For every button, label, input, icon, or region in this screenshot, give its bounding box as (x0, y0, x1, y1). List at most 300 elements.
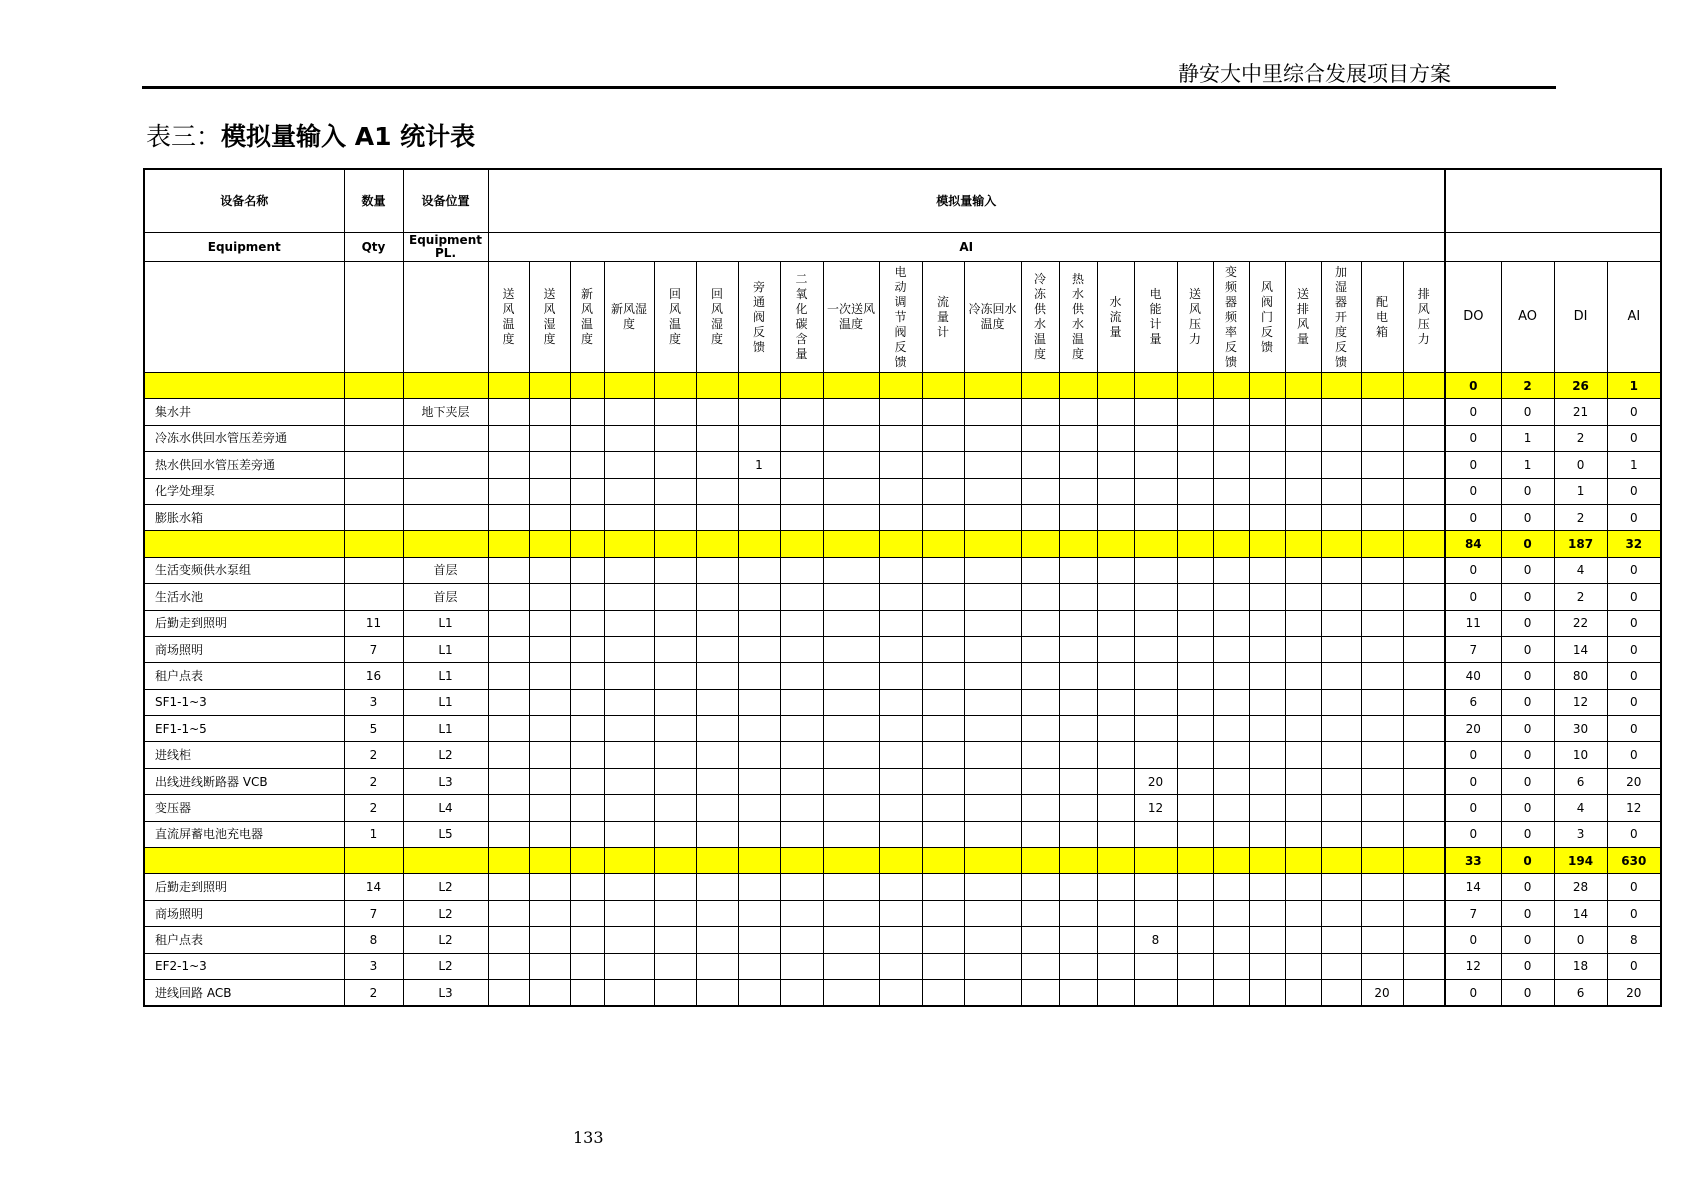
total-ao-cell: 0 (1501, 742, 1554, 768)
point-cell (1361, 795, 1403, 821)
point-cell (1213, 821, 1249, 847)
point-cell (922, 874, 964, 900)
point-cell (738, 874, 780, 900)
point-cell (1213, 689, 1249, 715)
point-cell (696, 821, 738, 847)
total-do-cell: 0 (1445, 927, 1501, 953)
table-row (144, 557, 1661, 583)
point-cell (1285, 795, 1321, 821)
point-cell (1213, 425, 1249, 451)
point-cell (1213, 927, 1249, 953)
point-cell (738, 636, 780, 662)
point-cell (1403, 584, 1445, 610)
point-cell (1213, 953, 1249, 979)
point-cell (1134, 531, 1177, 557)
point-cell (1403, 557, 1445, 583)
point-cell (1321, 927, 1361, 953)
point-cell (1403, 504, 1445, 530)
point-cell (823, 663, 879, 689)
total-do-cell: 0 (1445, 821, 1501, 847)
point-cell (1059, 504, 1097, 530)
point-cell (823, 373, 879, 399)
qty-cell: 7 (344, 636, 403, 662)
point-cell (823, 636, 879, 662)
point-cell (738, 425, 780, 451)
point-cell (1021, 663, 1059, 689)
point-cell (1021, 900, 1059, 926)
point-cell (654, 557, 696, 583)
point-cell (823, 742, 879, 768)
point-cell (529, 927, 570, 953)
total-do-cell: 33 (1445, 848, 1501, 874)
point-cell (1321, 531, 1361, 557)
header-point-column (529, 262, 570, 373)
summary-row (144, 848, 1661, 874)
point-cell (696, 663, 738, 689)
point-cell (879, 689, 922, 715)
point-cell (570, 742, 604, 768)
point-cell (1249, 768, 1285, 794)
point-cell (922, 663, 964, 689)
total-ao-cell: 0 (1501, 478, 1554, 504)
point-cell (922, 452, 964, 478)
header-point-label: 新风温度 (580, 287, 593, 346)
point-cell (922, 636, 964, 662)
qty-cell (344, 557, 403, 583)
point-cell (1321, 979, 1361, 1006)
point-cell (1021, 874, 1059, 900)
point-cell (1021, 610, 1059, 636)
total-ao-cell: 0 (1501, 636, 1554, 662)
total-ao-cell: 0 (1501, 768, 1554, 794)
point-cell (1213, 531, 1249, 557)
point-cell (1021, 742, 1059, 768)
point-cell (570, 689, 604, 715)
header-point-column (1285, 262, 1321, 373)
point-cell (780, 716, 823, 742)
summary-row (144, 531, 1661, 557)
point-cell (1285, 504, 1321, 530)
point-cell (1361, 768, 1403, 794)
point-cell (1321, 900, 1361, 926)
point-cell (1021, 636, 1059, 662)
point-cell (1134, 742, 1177, 768)
qty-cell: 2 (344, 979, 403, 1006)
point-cell (1321, 768, 1361, 794)
header-title: 静安大中里综合发展项目方案 (1178, 62, 1451, 86)
point-cell (696, 610, 738, 636)
header-point-column (922, 262, 964, 373)
total-ao-cell: 0 (1501, 927, 1554, 953)
point-cell (529, 636, 570, 662)
point-cell (964, 874, 1021, 900)
point-cell (879, 478, 922, 504)
point-cell (1097, 478, 1134, 504)
point-cell (1059, 874, 1097, 900)
point-cell (780, 742, 823, 768)
point-cell (1361, 425, 1403, 451)
point-cell (780, 848, 823, 874)
location-cell (403, 531, 488, 557)
point-cell (964, 768, 1021, 794)
point-cell (1213, 874, 1249, 900)
point-cell (1249, 927, 1285, 953)
header-point-label: 排风压力 (1417, 287, 1430, 346)
point-cell (696, 425, 738, 451)
point-cell (1403, 953, 1445, 979)
point-cell (696, 979, 738, 1006)
point-cell (1097, 399, 1134, 425)
point-cell (1097, 821, 1134, 847)
point-cell (823, 821, 879, 847)
point-cell (488, 663, 529, 689)
point-cell (1097, 927, 1134, 953)
point-cell (1059, 795, 1097, 821)
header-qty: 数量 (344, 169, 403, 233)
point-cell (1285, 531, 1321, 557)
point-cell (488, 478, 529, 504)
point-cell (604, 716, 654, 742)
qty-cell: 2 (344, 768, 403, 794)
point-cell (964, 821, 1021, 847)
point-cell (964, 504, 1021, 530)
total-do-cell: 7 (1445, 636, 1501, 662)
header-totals-blank-en (1445, 233, 1661, 262)
total-do-cell: 7 (1445, 900, 1501, 926)
point-cell (1213, 504, 1249, 530)
point-cell (879, 768, 922, 794)
total-ai-cell: 1 (1607, 452, 1661, 478)
point-cell (604, 557, 654, 583)
header-location-en: Equipment PL. (403, 233, 488, 262)
point-cell (780, 531, 823, 557)
point-cell (1361, 531, 1403, 557)
point-cell (604, 848, 654, 874)
equipment-name-cell: 冷冻水供回水管压差旁通 (144, 425, 344, 451)
point-cell (823, 953, 879, 979)
point-cell (654, 953, 696, 979)
point-cell (823, 584, 879, 610)
point-cell (823, 610, 879, 636)
point-cell (922, 557, 964, 583)
total-do-cell: 0 (1445, 399, 1501, 425)
header-point-column (738, 262, 780, 373)
point-cell (780, 636, 823, 662)
header-point-column (696, 262, 738, 373)
table-row (144, 900, 1661, 926)
point-cell (1361, 584, 1403, 610)
point-cell (922, 689, 964, 715)
point-cell (604, 399, 654, 425)
point-cell (922, 531, 964, 557)
header-total-di: DI (1554, 262, 1607, 373)
point-cell (1097, 425, 1134, 451)
point-cell (1321, 636, 1361, 662)
table-row (144, 768, 1661, 794)
point-cell (780, 584, 823, 610)
location-cell: L1 (403, 610, 488, 636)
point-cell (488, 848, 529, 874)
header-point-label: 冷冻供水温度 (1033, 272, 1046, 361)
point-cell (1059, 927, 1097, 953)
point-cell (1403, 373, 1445, 399)
qty-cell: 2 (344, 795, 403, 821)
point-cell (1134, 979, 1177, 1006)
total-do-cell: 84 (1445, 531, 1501, 557)
header-point-label: 新风湿度 (610, 302, 647, 331)
point-cell (780, 953, 823, 979)
point-cell (1059, 716, 1097, 742)
location-cell: L2 (403, 927, 488, 953)
point-cell (1403, 478, 1445, 504)
point-cell (1134, 425, 1177, 451)
total-di-cell: 18 (1554, 953, 1607, 979)
equipment-name-cell: 膨胀水箱 (144, 504, 344, 530)
header-point-column (488, 262, 529, 373)
point-cell (738, 584, 780, 610)
point-cell (964, 478, 1021, 504)
table-row (144, 927, 1661, 953)
point-cell (488, 504, 529, 530)
total-do-cell: 0 (1445, 979, 1501, 1006)
point-cell (1361, 504, 1403, 530)
point-cell (1177, 531, 1213, 557)
point-cell (1403, 927, 1445, 953)
point-cell (1403, 848, 1445, 874)
header-point-label: 回风湿度 (710, 287, 723, 346)
point-cell (879, 953, 922, 979)
point-cell (696, 373, 738, 399)
point-cell (738, 373, 780, 399)
total-ai-cell: 12 (1607, 795, 1661, 821)
header-qty-en: Qty (344, 233, 403, 262)
point-cell (1021, 557, 1059, 583)
point-cell (1213, 663, 1249, 689)
point-cell (1321, 425, 1361, 451)
header-total-ai: AI (1607, 262, 1661, 373)
point-cell (488, 636, 529, 662)
total-ai-cell: 0 (1607, 900, 1661, 926)
point-cell (696, 874, 738, 900)
point-cell (1097, 584, 1134, 610)
total-ai-cell: 0 (1607, 716, 1661, 742)
point-cell (1097, 900, 1134, 926)
point-cell (1213, 584, 1249, 610)
total-di-cell: 14 (1554, 636, 1607, 662)
point-cell (570, 478, 604, 504)
point-cell (529, 979, 570, 1006)
point-cell (922, 742, 964, 768)
table-title (146, 117, 475, 153)
point-cell (879, 900, 922, 926)
qty-cell: 11 (344, 610, 403, 636)
total-ao-cell: 1 (1501, 452, 1554, 478)
point-cell (654, 874, 696, 900)
point-cell (1403, 821, 1445, 847)
point-cell (738, 848, 780, 874)
point-cell (922, 900, 964, 926)
point-cell (879, 373, 922, 399)
qty-cell: 2 (344, 742, 403, 768)
point-cell (964, 610, 1021, 636)
point-cell (964, 636, 1021, 662)
point-cell (1321, 821, 1361, 847)
equipment-name-cell (144, 531, 344, 557)
point-cell (570, 504, 604, 530)
point-cell (570, 452, 604, 478)
point-cell (780, 478, 823, 504)
header-point-column (1403, 262, 1445, 373)
qty-cell: 14 (344, 874, 403, 900)
total-di-cell: 194 (1554, 848, 1607, 874)
point-cell (570, 399, 604, 425)
point-cell (1059, 584, 1097, 610)
point-cell (604, 636, 654, 662)
total-ai-cell: 1 (1607, 373, 1661, 399)
header-point-column (1177, 262, 1213, 373)
total-ao-cell: 0 (1501, 848, 1554, 874)
point-cell (1134, 478, 1177, 504)
point-cell (1361, 716, 1403, 742)
point-cell (964, 848, 1021, 874)
equipment-name-cell: 生活变频供水泵组 (144, 557, 344, 583)
point-cell (922, 953, 964, 979)
point-cell (1285, 742, 1321, 768)
total-ao-cell: 1 (1501, 425, 1554, 451)
point-cell (1177, 399, 1213, 425)
equipment-name-cell: 租户点表 (144, 927, 344, 953)
qty-cell (344, 478, 403, 504)
point-cell (823, 399, 879, 425)
point-cell (964, 927, 1021, 953)
point-cell (570, 953, 604, 979)
qty-cell: 7 (344, 900, 403, 926)
total-di-cell: 1 (1554, 478, 1607, 504)
point-cell (1021, 795, 1059, 821)
point-cell (488, 399, 529, 425)
point-cell (1249, 557, 1285, 583)
point-cell (1134, 373, 1177, 399)
point-cell (570, 795, 604, 821)
point-cell (696, 504, 738, 530)
total-do-cell: 0 (1445, 425, 1501, 451)
point-cell (488, 742, 529, 768)
header-point-column (1021, 262, 1059, 373)
total-di-cell: 2 (1554, 504, 1607, 530)
point-cell (1403, 610, 1445, 636)
point-cell (1403, 795, 1445, 821)
point-cell (654, 584, 696, 610)
total-ao-cell: 0 (1501, 689, 1554, 715)
point-cell (1285, 927, 1321, 953)
location-cell: 首层 (403, 584, 488, 610)
qty-cell (344, 504, 403, 530)
total-do-cell: 12 (1445, 953, 1501, 979)
point-cell: 20 (1361, 979, 1403, 1006)
point-cell (1249, 636, 1285, 662)
point-cell (654, 927, 696, 953)
table-row (144, 636, 1661, 662)
header-blank-name (144, 262, 344, 373)
point-cell (654, 689, 696, 715)
header-point-column (570, 262, 604, 373)
equipment-name-cell (144, 373, 344, 399)
point-cell (1097, 636, 1134, 662)
header-point-column (780, 262, 823, 373)
point-cell (1321, 663, 1361, 689)
equipment-name-cell: 商场照明 (144, 636, 344, 662)
point-cell (1285, 979, 1321, 1006)
point-cell (738, 689, 780, 715)
point-cell (1361, 610, 1403, 636)
total-di-cell: 187 (1554, 531, 1607, 557)
point-cell (1249, 821, 1285, 847)
point-cell (1097, 689, 1134, 715)
qty-cell (344, 584, 403, 610)
point-cell (823, 795, 879, 821)
table-row (144, 610, 1661, 636)
total-ai-cell: 32 (1607, 531, 1661, 557)
point-cell (1249, 504, 1285, 530)
point-cell (964, 399, 1021, 425)
point-cell (1097, 979, 1134, 1006)
point-cell (823, 768, 879, 794)
point-cell (823, 716, 879, 742)
point-cell (570, 610, 604, 636)
point-cell (780, 821, 823, 847)
location-cell: 地下夹层 (403, 399, 488, 425)
point-cell (1249, 742, 1285, 768)
point-cell (738, 900, 780, 926)
point-cell (1249, 874, 1285, 900)
point-cell (488, 795, 529, 821)
point-cell (879, 848, 922, 874)
point-cell (823, 452, 879, 478)
point-cell (1249, 373, 1285, 399)
point-cell (604, 689, 654, 715)
point-cell (529, 452, 570, 478)
point-cell (1097, 795, 1134, 821)
point-cell (1213, 478, 1249, 504)
total-ao-cell: 0 (1501, 979, 1554, 1006)
header-point-label: 加湿器开度反馈 (1334, 264, 1347, 369)
point-cell (1249, 953, 1285, 979)
equipment-name-cell: 租户点表 (144, 663, 344, 689)
point-cell (529, 663, 570, 689)
table-row (144, 979, 1661, 1006)
point-cell (922, 821, 964, 847)
total-ai-cell: 0 (1607, 663, 1661, 689)
point-cell (964, 373, 1021, 399)
point-cell (529, 716, 570, 742)
point-cell (488, 557, 529, 583)
point-cell (964, 979, 1021, 1006)
point-cell (879, 425, 922, 451)
point-cell (964, 452, 1021, 478)
qty-cell: 3 (344, 953, 403, 979)
point-cell (1134, 610, 1177, 636)
point-cell (654, 742, 696, 768)
table-row (144, 504, 1661, 530)
point-cell (1059, 531, 1097, 557)
point-cell (738, 663, 780, 689)
header-point-label: 送风湿度 (543, 287, 556, 346)
point-cell (1097, 874, 1134, 900)
point-cell (1097, 716, 1134, 742)
total-di-cell: 0 (1554, 927, 1607, 953)
total-di-cell: 80 (1554, 663, 1607, 689)
point-cell (1361, 742, 1403, 768)
